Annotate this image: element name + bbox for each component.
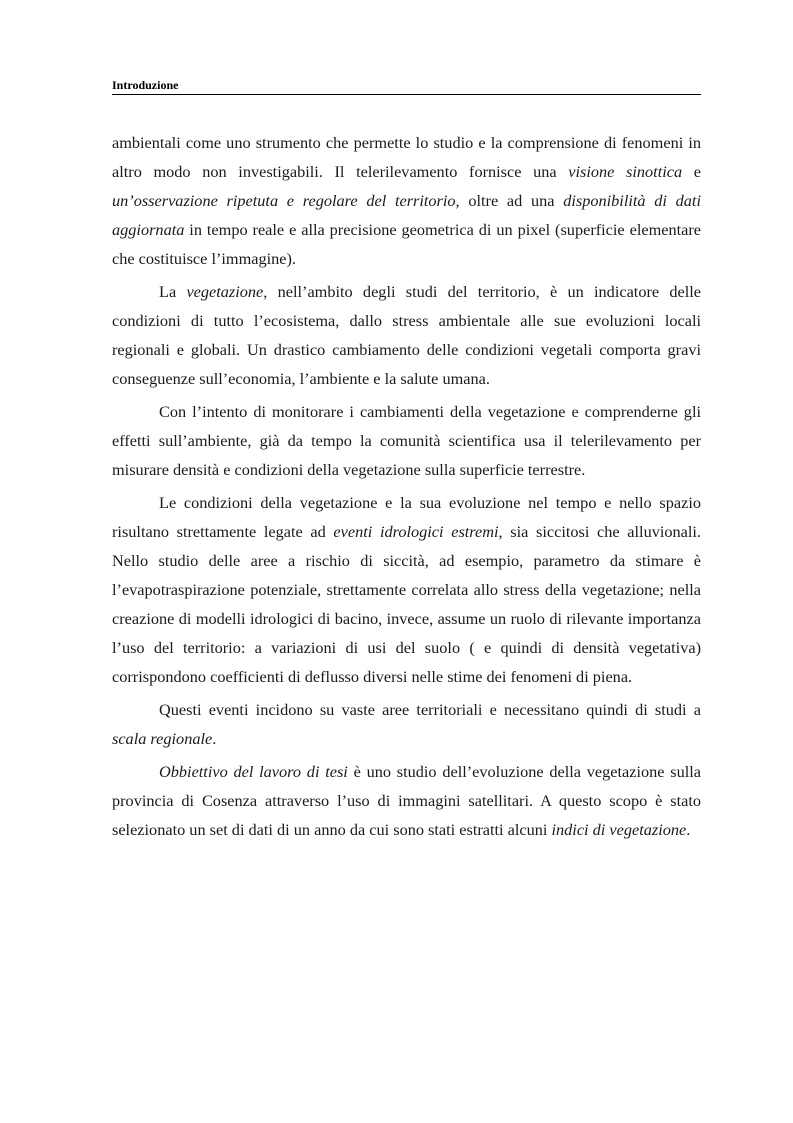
paragraph-1	[112, 128, 701, 273]
text-run-italic: un’osservazione ripetuta e regolare del territorio,	[112, 191, 460, 210]
text-run: Le condizioni della vegetazione e la sua evoluzione nel tempo e nello spazio risultano strettamente legate ad	[112, 493, 701, 541]
paragraph-6	[112, 757, 701, 844]
text-run: ambientali come uno strumento che permette lo studio e la comprensione di fenomeni in altro modo non investigabili. Il telerilevamento fornisce una	[112, 133, 701, 181]
text-run: Con l’intento di monitorare i cambiamenti della vegetazione e comprenderne gli effetti sull’ambiente, già da tempo la comunità scientifica usa il telerilevamento per misurare densità e condizioni della vegetazione sulla superficie terrestre.	[112, 402, 701, 479]
text-run-italic: eventi idrologici estremi	[333, 522, 499, 541]
text-run-italic: vegetazione	[186, 282, 264, 301]
text-run: .	[212, 729, 217, 748]
text-run: La	[159, 282, 187, 301]
page-header	[112, 76, 701, 95]
text-run-italic: visione sinottica	[568, 162, 683, 181]
header-title: Introduzione	[112, 78, 179, 92]
paragraph-5	[112, 695, 701, 753]
paragraph-2	[112, 277, 701, 393]
text-run-italic: scala regionale	[112, 729, 213, 748]
text-run: e	[682, 162, 702, 181]
text-run: .	[686, 820, 691, 839]
paragraph-4	[112, 488, 701, 691]
body-text	[112, 128, 701, 844]
text-run: in tempo reale e alla precisione geometrica di un pixel (superficie elementare che costituisce l’immagine).	[112, 220, 701, 268]
text-run: Questi eventi incidono su vaste aree territoriali e necessitano quindi di studi a	[159, 700, 701, 719]
text-run: , sia siccitosi che alluvionali. Nello studio delle aree a rischio di siccità, ad esempio, parametro da stimare è l’evapotraspirazione potenziale, strettamente correlata allo stress della vegetazione; nella creazione di modelli idrologici di bacino, invece, assume un ruolo di rilevante importanza l’uso del territorio: a variazioni di usi del suolo ( e quindi di densità vegetativa) corrispondono coefficienti di deflusso diversi nelle stime dei fenomeni di piena.	[112, 522, 701, 686]
text-run: è uno studio dell’evoluzione della vegetazione sulla provincia di Cosenza attraverso l’uso di immagini satellitari. A questo scopo è stato selezionato un set di dati di un anno da cui sono stati estratti alcuni	[112, 762, 702, 839]
text-run-italic: disponibilità di dati aggiornata	[112, 191, 701, 239]
text-run-italic: Obbiettivo del lavoro di tesi	[159, 762, 348, 781]
paragraph-3	[112, 397, 701, 484]
text-run-italic: indici di vegetazione	[551, 820, 687, 839]
text-run: oltre ad una	[459, 191, 564, 210]
text-run: , nell’ambito degli studi del territorio, è un indicatore delle condizioni di tutto l’ecosistema, dallo stress ambientale alle sue evoluzioni locali regionali e globali. Un drastico cambiamento delle condizioni vegetali comporta gravi conseguenze sull’economia, l’ambiente e la salute umana.	[112, 282, 702, 388]
